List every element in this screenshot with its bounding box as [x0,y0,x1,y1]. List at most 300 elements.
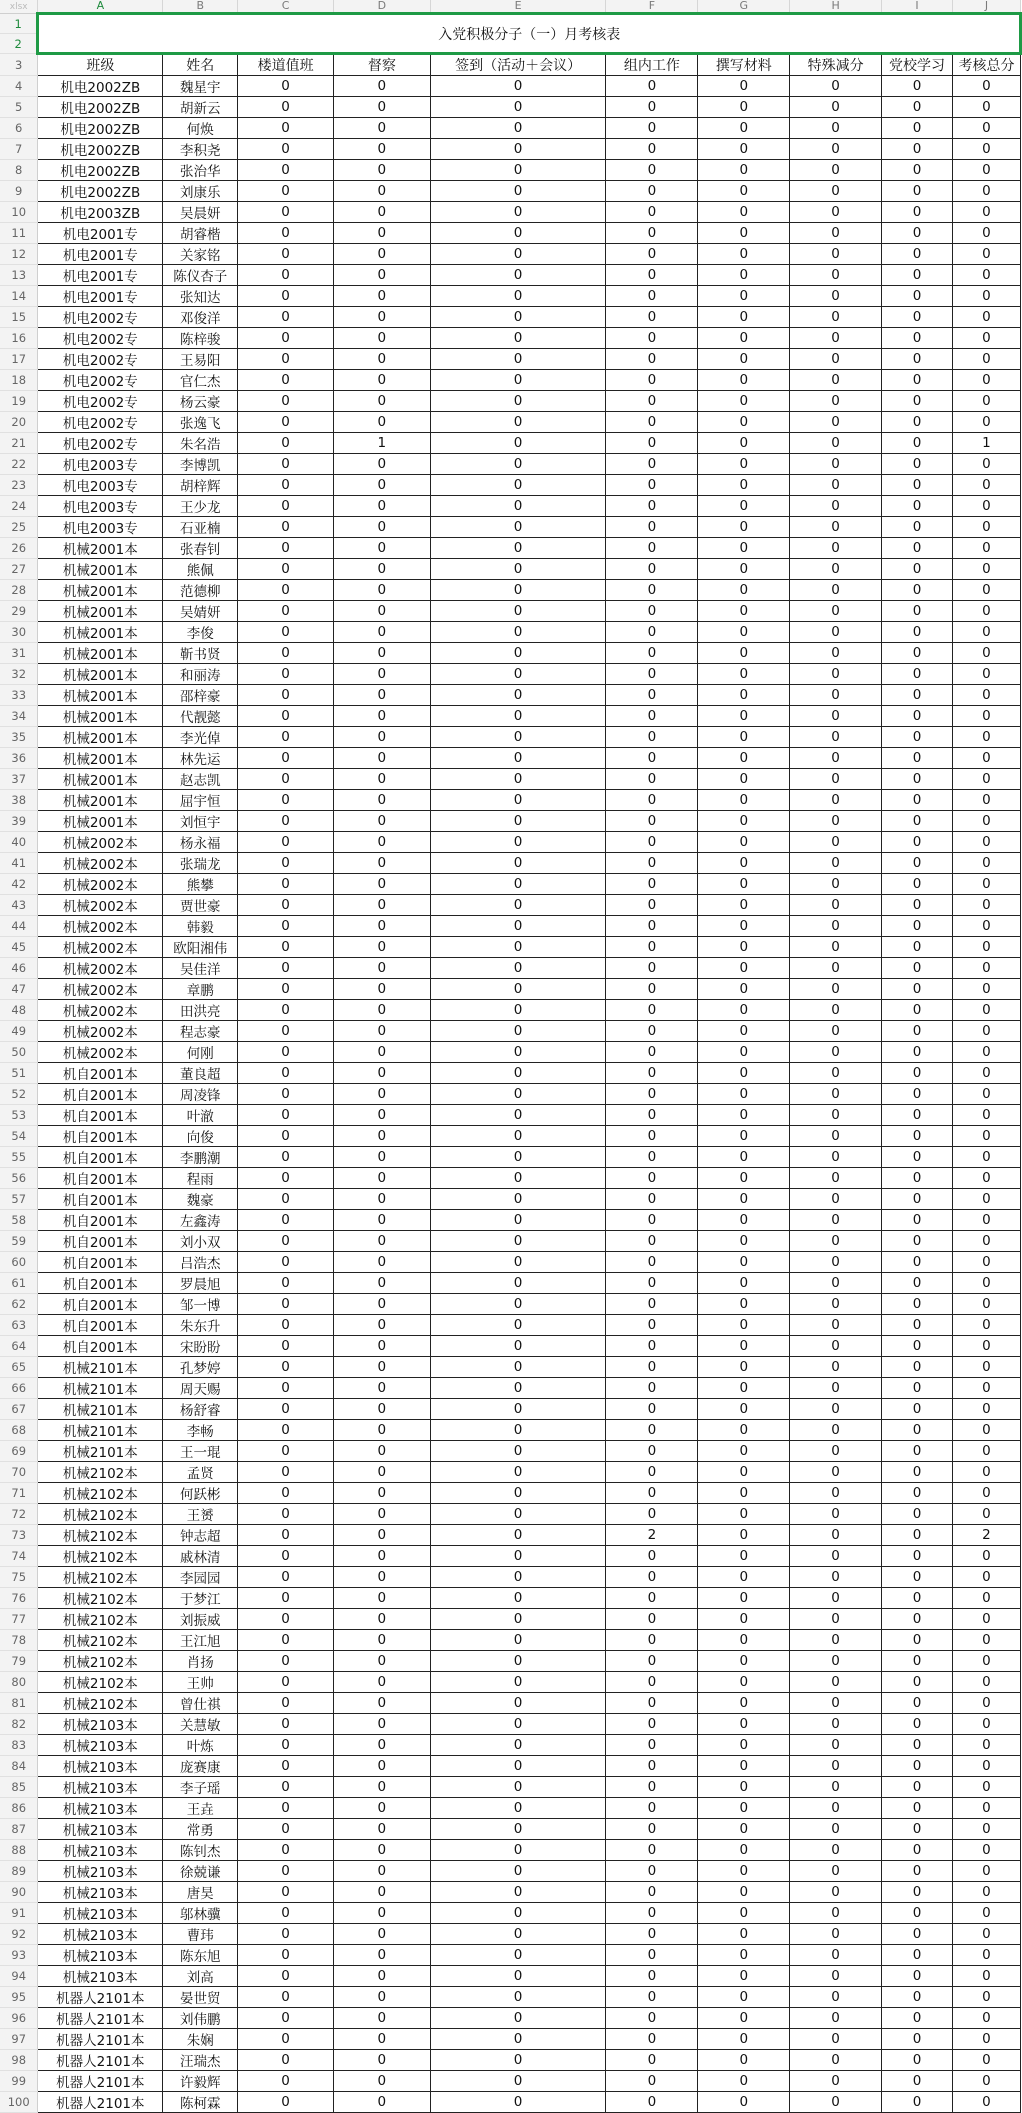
cell-party-school[interactable]: 0 [882,1609,953,1630]
row-number[interactable]: 25 [0,517,38,538]
cell-writing[interactable]: 0 [698,244,790,265]
cell-corridor-duty[interactable]: 0 [238,1819,334,1840]
cell-sign-in[interactable]: 0 [430,412,606,433]
cell-class[interactable]: 机电2002ZB [38,118,163,139]
cell-corridor-duty[interactable]: 0 [238,1924,334,1945]
cell-class[interactable]: 机电2001专 [38,265,163,286]
cell-sign-in[interactable]: 0 [430,769,606,790]
cell-sign-in[interactable]: 0 [430,832,606,853]
header-name[interactable]: 姓名 [163,54,238,76]
cell-name[interactable]: 陈钊杰 [163,1840,238,1861]
cell-group-work[interactable]: 0 [606,769,698,790]
row-number[interactable]: 96 [0,2008,38,2029]
cell-corridor-duty[interactable]: 0 [238,475,334,496]
cell-party-school[interactable]: 0 [882,223,953,244]
cell-inspection[interactable]: 0 [334,958,431,979]
cell-total-score[interactable]: 0 [952,391,1020,412]
cell-party-school[interactable]: 0 [882,1126,953,1147]
cell-class[interactable]: 机械2001本 [38,601,163,622]
cell-special-deduction[interactable]: 0 [790,433,882,454]
cell-writing[interactable]: 0 [698,1189,790,1210]
cell-group-work[interactable]: 0 [606,1042,698,1063]
cell-group-work[interactable]: 0 [606,958,698,979]
cell-sign-in[interactable]: 0 [430,1777,606,1798]
row-number[interactable]: 38 [0,790,38,811]
cell-name[interactable]: 吴婧妍 [163,601,238,622]
cell-special-deduction[interactable]: 0 [790,958,882,979]
cell-name[interactable]: 贾世豪 [163,895,238,916]
cell-special-deduction[interactable]: 0 [790,1273,882,1294]
cell-total-score[interactable]: 0 [952,496,1020,517]
cell-special-deduction[interactable]: 0 [790,643,882,664]
cell-inspection[interactable]: 0 [334,1651,431,1672]
column-header-c[interactable]: C [238,0,334,14]
cell-group-work[interactable]: 0 [606,1672,698,1693]
cell-sign-in[interactable]: 0 [430,1567,606,1588]
cell-inspection[interactable]: 0 [334,1609,431,1630]
cell-special-deduction[interactable]: 0 [790,1168,882,1189]
cell-special-deduction[interactable]: 0 [790,538,882,559]
cell-group-work[interactable]: 0 [606,454,698,475]
cell-writing[interactable]: 0 [698,1084,790,1105]
cell-special-deduction[interactable]: 0 [790,559,882,580]
cell-inspection[interactable]: 0 [334,1084,431,1105]
cell-writing[interactable]: 0 [698,475,790,496]
cell-class[interactable]: 机械2102本 [38,1588,163,1609]
cell-name[interactable]: 唐昊 [163,1882,238,1903]
cell-group-work[interactable]: 0 [606,811,698,832]
cell-sign-in[interactable]: 0 [430,1903,606,1924]
cell-sign-in[interactable]: 0 [430,1084,606,1105]
cell-inspection[interactable]: 0 [334,307,431,328]
cell-total-score[interactable]: 0 [952,1336,1020,1357]
cell-special-deduction[interactable]: 0 [790,853,882,874]
row-number[interactable]: 32 [0,664,38,685]
cell-writing[interactable]: 0 [698,538,790,559]
column-header-i[interactable]: I [882,0,953,14]
cell-class[interactable]: 机电2003专 [38,475,163,496]
cell-sign-in[interactable]: 0 [430,1546,606,1567]
cell-total-score[interactable]: 0 [952,202,1020,223]
cell-total-score[interactable]: 0 [952,475,1020,496]
cell-class[interactable]: 机电2002专 [38,370,163,391]
cell-party-school[interactable]: 0 [882,1021,953,1042]
cell-party-school[interactable]: 0 [882,1966,953,1987]
row-number[interactable]: 76 [0,1588,38,1609]
cell-group-work[interactable]: 0 [606,2029,698,2050]
cell-group-work[interactable]: 0 [606,1483,698,1504]
cell-sign-in[interactable]: 0 [430,895,606,916]
cell-name[interactable]: 朱娴 [163,2029,238,2050]
row-number[interactable]: 87 [0,1819,38,1840]
cell-name[interactable]: 熊攀 [163,874,238,895]
cell-name[interactable]: 杨永福 [163,832,238,853]
cell-special-deduction[interactable]: 0 [790,1294,882,1315]
cell-total-score[interactable]: 0 [952,853,1020,874]
row-number[interactable]: 23 [0,475,38,496]
cell-class[interactable]: 机械2101本 [38,1399,163,1420]
cell-party-school[interactable]: 0 [882,937,953,958]
cell-total-score[interactable]: 0 [952,1945,1020,1966]
cell-corridor-duty[interactable]: 0 [238,1966,334,1987]
cell-total-score[interactable]: 0 [952,1714,1020,1735]
header-corridor-duty[interactable]: 楼道值班 [238,54,334,76]
cell-party-school[interactable]: 0 [882,622,953,643]
cell-group-work[interactable]: 0 [606,1441,698,1462]
cell-special-deduction[interactable]: 0 [790,580,882,601]
cell-party-school[interactable]: 0 [882,958,953,979]
cell-group-work[interactable]: 0 [606,895,698,916]
cell-corridor-duty[interactable]: 0 [238,2029,334,2050]
cell-name[interactable]: 刘伟鹏 [163,2008,238,2029]
cell-class[interactable]: 机电2002ZB [38,181,163,202]
cell-class[interactable]: 机械2103本 [38,1903,163,1924]
cell-total-score[interactable]: 0 [952,1084,1020,1105]
cell-party-school[interactable]: 0 [882,1714,953,1735]
cell-inspection[interactable]: 0 [334,1462,431,1483]
row-number[interactable]: 55 [0,1147,38,1168]
cell-party-school[interactable]: 0 [882,1756,953,1777]
cell-special-deduction[interactable]: 0 [790,1462,882,1483]
cell-corridor-duty[interactable]: 0 [238,706,334,727]
cell-corridor-duty[interactable]: 0 [238,601,334,622]
cell-group-work[interactable]: 0 [606,559,698,580]
cell-class[interactable]: 机械2103本 [38,1756,163,1777]
cell-party-school[interactable]: 0 [882,265,953,286]
cell-class[interactable]: 机械2002本 [38,895,163,916]
cell-inspection[interactable]: 0 [334,727,431,748]
cell-sign-in[interactable]: 0 [430,1189,606,1210]
cell-name[interactable]: 李光倬 [163,727,238,748]
header-party-school[interactable]: 党校学习 [882,54,953,76]
cell-total-score[interactable]: 0 [952,1315,1020,1336]
cell-total-score[interactable]: 0 [952,97,1020,118]
cell-special-deduction[interactable]: 0 [790,328,882,349]
row-number[interactable]: 57 [0,1189,38,1210]
cell-class[interactable]: 机器人2101本 [38,2092,163,2113]
cell-name[interactable]: 王少龙 [163,496,238,517]
cell-corridor-duty[interactable]: 0 [238,1798,334,1819]
cell-party-school[interactable]: 0 [882,76,953,97]
cell-inspection[interactable]: 0 [334,1546,431,1567]
row-number[interactable]: 18 [0,370,38,391]
cell-writing[interactable]: 0 [698,265,790,286]
cell-class[interactable]: 机械2103本 [38,1798,163,1819]
cell-writing[interactable]: 0 [698,1357,790,1378]
row-number[interactable]: 39 [0,811,38,832]
cell-class[interactable]: 机自2001本 [38,1063,163,1084]
cell-corridor-duty[interactable]: 0 [238,1273,334,1294]
cell-group-work[interactable]: 0 [606,2008,698,2029]
cell-writing[interactable]: 0 [698,559,790,580]
header-group-work[interactable]: 组内工作 [606,54,698,76]
cell-inspection[interactable]: 0 [334,601,431,622]
cell-special-deduction[interactable]: 0 [790,1189,882,1210]
cell-inspection[interactable]: 0 [334,475,431,496]
cell-special-deduction[interactable]: 0 [790,622,882,643]
cell-special-deduction[interactable]: 0 [790,1525,882,1546]
cell-inspection[interactable]: 0 [334,328,431,349]
cell-special-deduction[interactable]: 0 [790,1861,882,1882]
row-number[interactable]: 60 [0,1252,38,1273]
cell-corridor-duty[interactable]: 0 [238,664,334,685]
cell-group-work[interactable]: 0 [606,496,698,517]
cell-corridor-duty[interactable]: 0 [238,811,334,832]
cell-total-score[interactable]: 0 [952,1357,1020,1378]
cell-class[interactable]: 机电2002专 [38,391,163,412]
row-number[interactable]: 64 [0,1336,38,1357]
cell-inspection[interactable]: 0 [334,748,431,769]
row-number[interactable]: 27 [0,559,38,580]
cell-corridor-duty[interactable]: 0 [238,1126,334,1147]
header-total-score[interactable]: 考核总分 [952,54,1020,76]
cell-total-score[interactable]: 0 [952,2029,1020,2050]
row-number[interactable]: 45 [0,937,38,958]
cell-name[interactable]: 程志豪 [163,1021,238,1042]
select-all-corner[interactable]: xlsx [0,0,38,14]
row-number[interactable]: 63 [0,1315,38,1336]
cell-class[interactable]: 机械2001本 [38,538,163,559]
cell-group-work[interactable]: 0 [606,1567,698,1588]
cell-corridor-duty[interactable]: 0 [238,853,334,874]
row-number[interactable]: 49 [0,1021,38,1042]
cell-sign-in[interactable]: 0 [430,937,606,958]
cell-total-score[interactable]: 0 [952,1630,1020,1651]
cell-total-score[interactable]: 0 [952,1840,1020,1861]
cell-name[interactable]: 韩毅 [163,916,238,937]
cell-class[interactable]: 机械2102本 [38,1504,163,1525]
cell-total-score[interactable]: 0 [952,1735,1020,1756]
cell-group-work[interactable]: 0 [606,1882,698,1903]
cell-corridor-duty[interactable]: 0 [238,1420,334,1441]
cell-class[interactable]: 机械2102本 [38,1651,163,1672]
cell-special-deduction[interactable]: 0 [790,1903,882,1924]
row-number[interactable]: 24 [0,496,38,517]
cell-total-score[interactable]: 0 [952,118,1020,139]
cell-sign-in[interactable]: 0 [430,622,606,643]
cell-corridor-duty[interactable]: 0 [238,1588,334,1609]
cell-writing[interactable]: 0 [698,853,790,874]
cell-special-deduction[interactable]: 0 [790,1105,882,1126]
cell-name[interactable]: 和丽涛 [163,664,238,685]
cell-name[interactable]: 钟志超 [163,1525,238,1546]
cell-sign-in[interactable]: 0 [430,496,606,517]
cell-writing[interactable]: 0 [698,1063,790,1084]
cell-sign-in[interactable]: 0 [430,181,606,202]
row-number[interactable]: 61 [0,1273,38,1294]
cell-group-work[interactable]: 0 [606,1210,698,1231]
cell-inspection[interactable]: 0 [334,580,431,601]
cell-party-school[interactable]: 0 [882,1672,953,1693]
cell-writing[interactable]: 0 [698,1378,790,1399]
cell-corridor-duty[interactable]: 0 [238,1168,334,1189]
cell-party-school[interactable]: 0 [882,1945,953,1966]
cell-group-work[interactable]: 0 [606,1294,698,1315]
cell-writing[interactable]: 0 [698,1840,790,1861]
cell-sign-in[interactable]: 0 [430,1924,606,1945]
cell-total-score[interactable]: 0 [952,811,1020,832]
cell-corridor-duty[interactable]: 0 [238,1063,334,1084]
row-number[interactable]: 6 [0,118,38,139]
row-number[interactable]: 54 [0,1126,38,1147]
cell-special-deduction[interactable]: 0 [790,118,882,139]
row-number[interactable]: 100 [0,2092,38,2113]
cell-name[interactable]: 王一琨 [163,1441,238,1462]
cell-special-deduction[interactable]: 0 [790,1126,882,1147]
cell-sign-in[interactable]: 0 [430,1294,606,1315]
cell-inspection[interactable]: 0 [334,391,431,412]
cell-total-score[interactable]: 0 [952,874,1020,895]
cell-total-score[interactable]: 0 [952,1819,1020,1840]
cell-writing[interactable]: 0 [698,2050,790,2071]
cell-corridor-duty[interactable]: 0 [238,370,334,391]
cell-class[interactable]: 机械2001本 [38,664,163,685]
cell-writing[interactable]: 0 [698,1504,790,1525]
cell-class[interactable]: 机械2001本 [38,811,163,832]
cell-total-score[interactable]: 0 [952,1147,1020,1168]
row-number[interactable]: 80 [0,1672,38,1693]
cell-party-school[interactable]: 0 [882,1336,953,1357]
cell-special-deduction[interactable]: 0 [790,181,882,202]
cell-special-deduction[interactable]: 0 [790,1441,882,1462]
cell-writing[interactable]: 0 [698,1462,790,1483]
cell-party-school[interactable]: 0 [882,538,953,559]
cell-inspection[interactable]: 0 [334,1588,431,1609]
cell-total-score[interactable]: 0 [952,1420,1020,1441]
cell-group-work[interactable]: 0 [606,1756,698,1777]
cell-inspection[interactable]: 0 [334,1861,431,1882]
cell-sign-in[interactable]: 0 [430,643,606,664]
row-number[interactable]: 44 [0,916,38,937]
cell-total-score[interactable]: 0 [952,286,1020,307]
cell-special-deduction[interactable]: 0 [790,1378,882,1399]
cell-special-deduction[interactable]: 0 [790,1966,882,1987]
cell-party-school[interactable]: 0 [882,97,953,118]
cell-party-school[interactable]: 0 [882,790,953,811]
cell-name[interactable]: 曾仕祺 [163,1693,238,1714]
row-number[interactable]: 67 [0,1399,38,1420]
cell-writing[interactable]: 0 [698,2029,790,2050]
cell-inspection[interactable]: 0 [334,1483,431,1504]
row-number[interactable]: 77 [0,1609,38,1630]
row-number[interactable]: 46 [0,958,38,979]
cell-special-deduction[interactable]: 0 [790,895,882,916]
cell-group-work[interactable]: 0 [606,265,698,286]
cell-sign-in[interactable]: 0 [430,1840,606,1861]
cell-writing[interactable]: 0 [698,160,790,181]
cell-party-school[interactable]: 0 [882,1420,953,1441]
cell-party-school[interactable]: 0 [882,391,953,412]
cell-writing[interactable]: 0 [698,811,790,832]
row-number[interactable]: 51 [0,1063,38,1084]
cell-sign-in[interactable]: 0 [430,1819,606,1840]
cell-total-score[interactable]: 0 [952,370,1020,391]
cell-corridor-duty[interactable]: 0 [238,244,334,265]
cell-corridor-duty[interactable]: 0 [238,1252,334,1273]
row-number[interactable]: 21 [0,433,38,454]
cell-special-deduction[interactable]: 0 [790,1420,882,1441]
cell-group-work[interactable]: 0 [606,370,698,391]
cell-group-work[interactable]: 0 [606,1798,698,1819]
cell-corridor-duty[interactable]: 0 [238,916,334,937]
cell-total-score[interactable]: 0 [952,1126,1020,1147]
cell-class[interactable]: 机械2101本 [38,1357,163,1378]
cell-special-deduction[interactable]: 0 [790,1735,882,1756]
cell-special-deduction[interactable]: 0 [790,1924,882,1945]
cell-special-deduction[interactable]: 0 [790,1210,882,1231]
cell-class[interactable]: 机械2103本 [38,1882,163,1903]
cell-inspection[interactable]: 0 [334,202,431,223]
cell-special-deduction[interactable]: 0 [790,685,882,706]
cell-class[interactable]: 机械2002本 [38,832,163,853]
cell-writing[interactable]: 0 [698,2008,790,2029]
cell-name[interactable]: 屈宇恒 [163,790,238,811]
cell-corridor-duty[interactable]: 0 [238,2092,334,2113]
cell-inspection[interactable]: 0 [334,265,431,286]
cell-corridor-duty[interactable]: 0 [238,1861,334,1882]
row-number[interactable]: 71 [0,1483,38,1504]
cell-special-deduction[interactable]: 0 [790,454,882,475]
cell-inspection[interactable]: 0 [334,643,431,664]
row-number[interactable]: 91 [0,1903,38,1924]
cell-total-score[interactable]: 2 [952,1525,1020,1546]
cell-total-score[interactable]: 0 [952,937,1020,958]
cell-party-school[interactable]: 0 [882,1168,953,1189]
cell-class[interactable]: 机电2003专 [38,496,163,517]
cell-inspection[interactable]: 0 [334,1567,431,1588]
cell-group-work[interactable]: 0 [606,1546,698,1567]
cell-group-work[interactable]: 0 [606,1840,698,1861]
cell-group-work[interactable]: 0 [606,412,698,433]
cell-inspection[interactable]: 0 [334,1021,431,1042]
cell-inspection[interactable]: 0 [334,1294,431,1315]
cell-group-work[interactable]: 0 [606,1504,698,1525]
row-number[interactable]: 68 [0,1420,38,1441]
cell-writing[interactable]: 0 [698,580,790,601]
cell-class[interactable]: 机械2001本 [38,727,163,748]
cell-group-work[interactable]: 0 [606,517,698,538]
cell-special-deduction[interactable]: 0 [790,1546,882,1567]
cell-writing[interactable]: 0 [698,97,790,118]
cell-party-school[interactable]: 0 [882,685,953,706]
cell-party-school[interactable]: 0 [882,517,953,538]
cell-special-deduction[interactable]: 0 [790,1798,882,1819]
cell-group-work[interactable]: 0 [606,832,698,853]
cell-sign-in[interactable]: 0 [430,1693,606,1714]
cell-special-deduction[interactable]: 0 [790,1567,882,1588]
cell-total-score[interactable]: 0 [952,1903,1020,1924]
cell-group-work[interactable]: 0 [606,97,698,118]
cell-corridor-duty[interactable]: 0 [238,1777,334,1798]
cell-class[interactable]: 机械2101本 [38,1378,163,1399]
cell-party-school[interactable]: 0 [882,1588,953,1609]
cell-name[interactable]: 于梦江 [163,1588,238,1609]
cell-inspection[interactable]: 0 [334,1525,431,1546]
cell-writing[interactable]: 0 [698,622,790,643]
cell-class[interactable]: 机械2002本 [38,853,163,874]
column-header-a[interactable]: A [38,0,163,14]
cell-special-deduction[interactable]: 0 [790,832,882,853]
cell-name[interactable]: 左鑫涛 [163,1210,238,1231]
cell-special-deduction[interactable]: 0 [790,412,882,433]
cell-class[interactable]: 机械2103本 [38,1714,163,1735]
row-number[interactable]: 28 [0,580,38,601]
cell-group-work[interactable]: 0 [606,76,698,97]
cell-total-score[interactable]: 0 [952,1924,1020,1945]
cell-writing[interactable]: 0 [698,601,790,622]
cell-total-score[interactable]: 0 [952,748,1020,769]
cell-total-score[interactable]: 0 [952,265,1020,286]
